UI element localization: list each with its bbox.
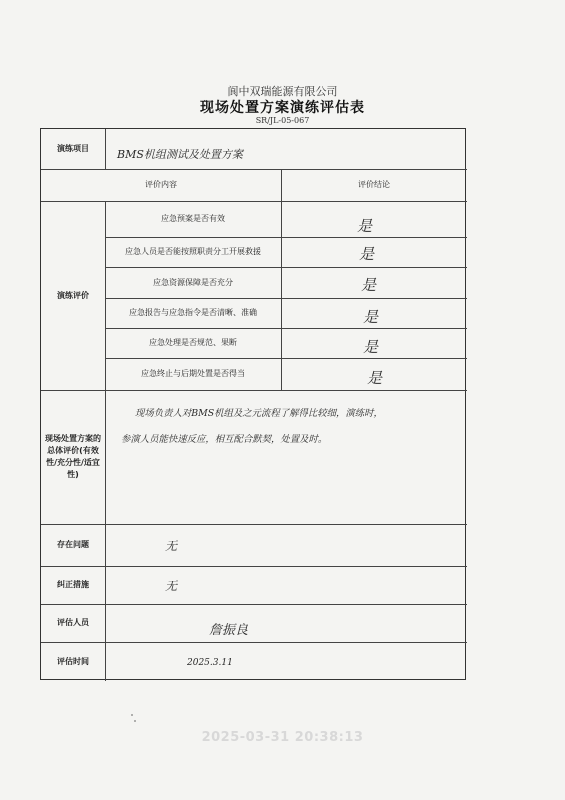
overall-text-line1: 现场负责人对BMS机组及之元流程了解得比较细，演练时， <box>135 408 383 419</box>
scan-speck <box>131 714 133 716</box>
criterion-result: 是 <box>367 369 383 387</box>
criterion-text: 应急人员是否能按照职责分工开展救援 <box>125 247 261 256</box>
column-divider <box>105 129 106 169</box>
content-header: 评价内容 <box>145 180 177 189</box>
corrective-label: 纠正措施 <box>57 580 89 589</box>
scan-speck <box>134 720 136 722</box>
criterion-result: 是 <box>363 338 379 356</box>
drill-item-label: 演练项目 <box>57 144 89 153</box>
date-value: 2025.3.11 <box>187 658 233 668</box>
criterion-text: 应急终止与后期处置是否得当 <box>141 369 245 378</box>
evaluation-table <box>40 128 466 680</box>
timestamp-overlay: 2025-03-31 20:38:13 <box>201 730 364 745</box>
date-label: 评估时间 <box>57 656 89 666</box>
issues-value: 无 <box>165 539 178 553</box>
section-label: 演练评价 <box>57 290 89 300</box>
corrective-value: 无 <box>165 579 178 593</box>
overall-text-line2: 参演人员能快速反应，相互配合默契，处置及时。 <box>121 434 328 445</box>
criterion-text: 应急资源保障是否充分 <box>153 277 233 287</box>
company-name: 阆中双瑞能源有限公司 <box>227 85 338 98</box>
criterion-result: 是 <box>359 245 375 263</box>
criterion-text: 应急报告与应急指令是否清晰、准确 <box>129 308 257 317</box>
issues-label: 存在问题 <box>57 540 89 549</box>
criterion-result: 是 <box>361 276 377 294</box>
criterion-result: 是 <box>357 217 373 235</box>
drill-item-value: BMS机组测试及处置方案 <box>117 148 243 161</box>
criterion-result: 是 <box>363 308 379 326</box>
form-title: 现场处置方案演练评估表 <box>200 100 365 116</box>
overall-label: 现场处置方案的总体评价(有效性/充分性/适宜性) <box>45 434 101 479</box>
document-code: SR/JL-05-067 <box>255 116 310 125</box>
column-divider <box>281 169 282 390</box>
criterion-text: 应急处理是否规范、果断 <box>149 338 237 347</box>
evaluator-label: 评估人员 <box>57 618 89 627</box>
evaluator-signature: 詹振良 <box>209 623 249 638</box>
criterion-text: 应急预案是否有效 <box>161 214 225 223</box>
conclusion-header: 评价结论 <box>358 180 390 189</box>
